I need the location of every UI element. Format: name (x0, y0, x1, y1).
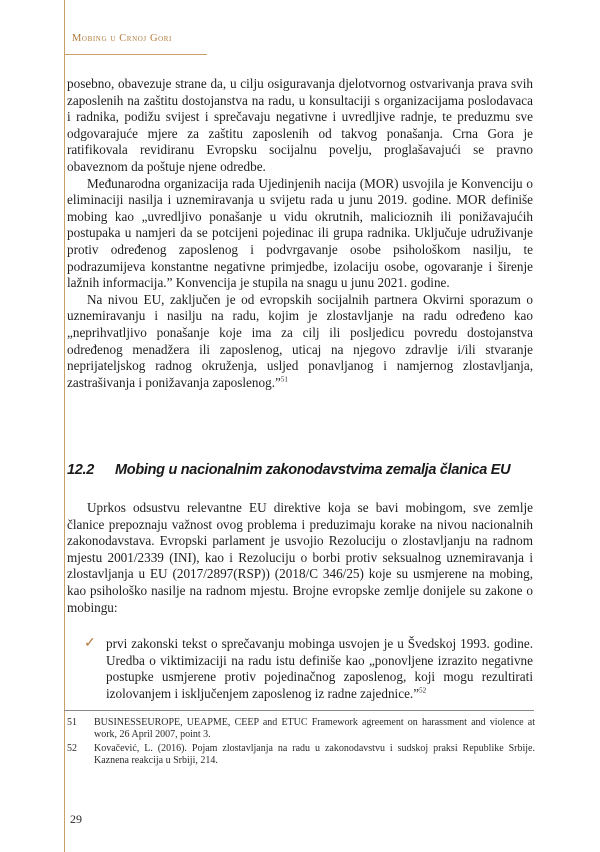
paragraph-2: Međunarodna organizacija rada Ujedinjenih nacija (MOR) usvojila je Konvenciju o eliminaciji nasilja i uznemiravanja u svijetu rada u junu 2019. godine. MOR definiše mobing kao „uvredljivo ponašanje u vidu okrutnih, malicioznih ili ponižavajućih postupaka u namjeri da se potcijeni pojedinac ili grupa radnika. Uključuje udruživanje protiv određenog zaposlenog i podvrgavanje osobe psihološkom nasilju, te podrazumijeva konstantne negativne primjedbe, izolaciju osobe, ogovaranje i širenje lažnih informacija.” Konvencija je stupila na snagu u junu 2021. godine. (67, 175, 533, 291)
paragraph-1: posebno, obavezuje strane da, u cilju osiguravanja djelotvornog ostvarivanja prava svih zaposlenih na zaštitu dostojanstva na radu, u konsultaciji s organizacijama poslodavaca i radnika, podižu svijest i sprečavaju negativne i uvredljive radnje, te preduzmu sve odgovarajuće mjere za zaštitu zaposlenih od takvog ponašanja. Crna Gora je ratifikovala revidiranu Evropsku socijalnu povelju, proglašavajući se pravno obaveznom da poštuje njene odredbe. (67, 76, 533, 174)
checkmark-icon: ✓ (84, 636, 96, 651)
footnote-number: 51 (67, 717, 77, 728)
footnote-ref-51[interactable]: 51 (280, 375, 288, 384)
footnote-ref-52[interactable]: 52 (419, 686, 427, 695)
footnote-52 (67, 743, 535, 767)
section-heading (67, 462, 533, 478)
paragraph-3 (67, 292, 533, 392)
section-number: 12.2 (67, 462, 95, 478)
footnote-51 (67, 717, 535, 741)
footnote-text: BUSINESSEUROPE, UEAPME, CEEP and ETUC Framework agreement on harassment and violence at work, 26 April 2007, point 3. (94, 717, 535, 741)
bullet-text-wrap (106, 636, 533, 702)
section-title: Mobing u nacionalnim zakonodavstvima zemalja članica EU (115, 462, 511, 478)
margin-rule (64, 0, 65, 852)
body-text-section (67, 500, 533, 616)
header-rule (64, 54, 207, 55)
page-number: 29 (70, 812, 82, 826)
bullet-text: prvi zakonski tekst o sprečavanju mobinga usvojen je u Švedskoj 1993. godine. Uredba o viktimizaciji na radu istu definiše kao „ponovljene izrazito negativne postupke usmjerene protiv pojedinačnog zaposlenog, koji mogu rezultirati izolovanjem i isključenjem zaposlenog iz radne zajednice.” (106, 636, 533, 701)
footnote-number: 52 (67, 743, 77, 754)
running-head: Mobing u Crnoj Gori (72, 33, 172, 44)
section-paragraph: Uprkos odsustvu relevantne EU direktive koja se bavi mobingom, sve zemlje članice prepoznaju važnost ovog problema i preduzimaju korake na nivou nacionalnih zakonodavstava. Evropski parlament je usvojio Rezoluciju o zlostavljanju na radnom mjestu 2001/2339 (INI), kao i Rezoluciju o borbi protiv seksualnog uznemiravanja i zlostavljanja u EU (2017/2897(RSP)) (2018/C 346/25) koje su usmjerene na mobing, kao psihološko nasilje na radnom mjestu. Brojne evropske zemlje donijele su zakone o mobingu: (67, 500, 533, 615)
footnote-text: Kovačević, L. (2016). Pojam zlostavljanja na radu u zakonodavstvu i sudskoj praksi Republike Srbije. Kaznena reakcija u Srbiji, 214. (94, 743, 535, 767)
paragraph-3-text: Na nivou EU, zaključen je od evropskih socijalnih partnera Okvirni sporazum o uznemiravanju i nasilju na radu, kojim je zlostavljanje na radu određeno kao „neprihvatljivo ponašanje koje ima za cilj ili posljedicu povredu dostojanstva određenog menadžera ili zaposlenog, uticaj na njegovo zdravlje i/ili stvaranje neprijateljskog radnog okruženja, usljed ponavljanog i namjernog zlostavljanja, zastrašivanja i ponižavanja zaposlenog.” (67, 291, 533, 390)
bullet-item (84, 636, 533, 702)
body-text-top (67, 76, 533, 391)
footnote-rule (64, 710, 534, 711)
